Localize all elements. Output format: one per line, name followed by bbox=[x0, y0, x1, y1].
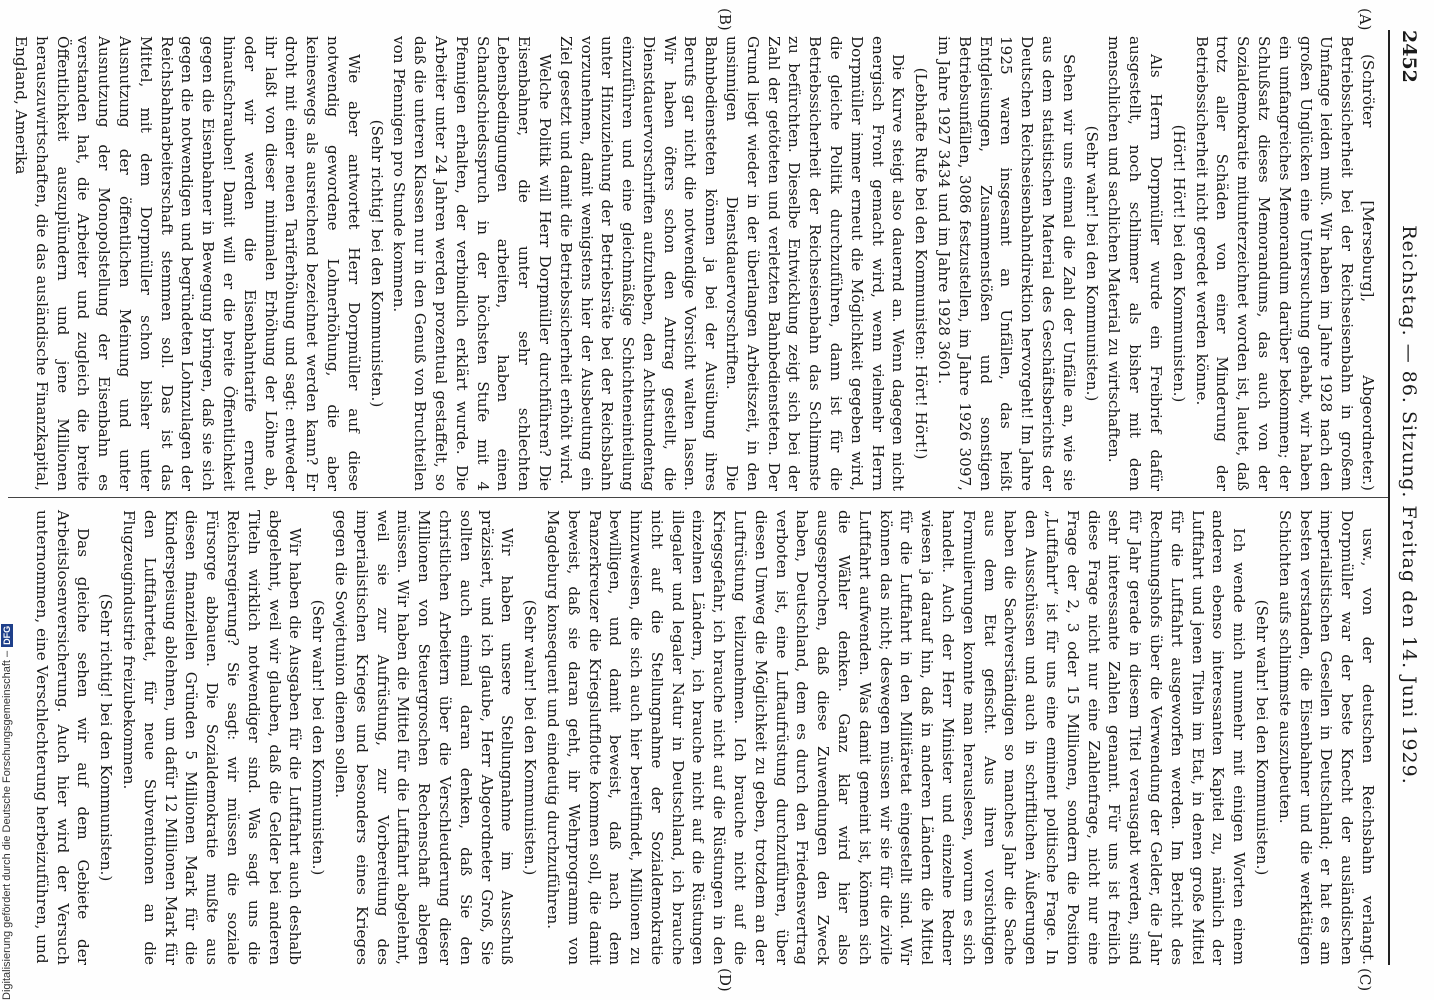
interjection: (Sehr wahr! bei den Kommunisten.) bbox=[1253, 599, 1272, 876]
margin-marker-d: (D) bbox=[716, 968, 734, 992]
page-header bbox=[1394, 30, 1420, 980]
paragraph: Als Herrn Dorpmüller wurde ein Freibrief dafür ausgestellt, noch schlimmer als bisher mit dem menschlichen und sachlichen Material zu wirtschaften. bbox=[1105, 36, 1166, 491]
interjection: (Sehr wahr! bei den Kommunisten.) bbox=[309, 599, 328, 876]
footer-text: Digitalisierung gefördert durch die Deutsche Forschungsgemeinschaft – bbox=[1, 650, 13, 1000]
left-column bbox=[10, 36, 1378, 491]
margin-marker-b: (B) bbox=[716, 8, 734, 31]
paragraph: Wir haben die Ausgaben für die Luftfahrt auch deshalb abgelehnt, weil wir glauben, daß die Gelder bei anderen Titeln wirklich notwendiger sind. Was sagt uns die Reichsregierung? Sie sagt: wir müssen die soziale Fürsorge abbauen. Die Sozialdemokratie mußte aus diesen finanziellen Gründen 5 Millionen Mark für die Kinderspeisung ablehnen, um dafür 12 Millionen Mark für den Luftfahrtetat, für neue Subventionen an die Flugzeugindustrie freizubekommen. bbox=[119, 510, 305, 965]
header-rule bbox=[1388, 30, 1390, 965]
paragraph: (Schröter [Merseburg], Abgeordneter.) Betriebssicherheit bei der Reichseisenbahn in großem Umfange leiden muß. Wir haben im Jahre 1928 nach den großen Unglücken eine Untersuchung gehabt, wir haben ein umfangreiches Memorandum darüber bekommen; der Schlußsatz dieses Memorandums, das auch von der Sozialdemokratie mitunterzeichnet worden ist, lautet, daß trotz aller Schäden von einer Minderung der Betriebssicherheit nicht geredet werden könne. bbox=[1192, 36, 1377, 491]
right-column bbox=[31, 510, 1378, 965]
margin-marker-c: (C) bbox=[1356, 968, 1374, 992]
interjection: (Hört! Hört! bei den Kommunisten.) bbox=[1169, 124, 1188, 403]
page-header-title: Reichstag. — 86. Sitzung. Freitag den 14. Juni 1929. bbox=[1398, 225, 1420, 785]
paragraph: Das gleiche sehen wir auf dem Gebiete der Arbeitslosenversicherung. Auch hier wird der Versuch unternommen, eine Verschlechterung herbeizuführen, und bbox=[32, 510, 93, 965]
digitization-footer bbox=[0, 0, 14, 1000]
paragraph: usw., von der deutschen Reichsbahn verlangt. Dorpmüller war der beste Knecht der ausländischen imperialistischen Gesellen in Deutschland; er hat es am besten verstanden, die Eisenbahner und die werktätigen Schichten aufs schlimmste auszubeuten. bbox=[1275, 510, 1377, 965]
paragraph: Ich wende mich nunmehr mit einigen Worten einem anderen ebenso interessanten Kapitel zu, nämlich der Luftfahrt und jenen Titeln im Etat, in denen große Mittel für die Luftfahrt ausgeworfen werden. Im Bericht des Rechnungshofs über die Verwendung der Gelder, die Jahr für Jahr gerade in diesem Titel verausgabt werden, sind sehr interessante Zahlen genannt. Für uns ist freilich diese Frage nicht nur eine Zahlenfrage, nicht nur eine Frage der 2, 3 oder 15 Millionen, sondern die Position „Luftfahrt“ ist für uns eine eminent politische Frage. In den Ausschüssen und auch in schriftlichen Äußerungen haben die Sachverständigen so manches Jahr die Sache aus dem Etat gefischt. Aus ihren vorsichtigen Formulierungen konnte man herauslesen, worum es sich handelt. Auch der Herr Minister und einzelne Redner wiesen ja darauf hin, daß in anderen Ländern die Mittel für die Luftfahrt in den Militäretat eingestellt sind. Wir können das nicht; deswegen müssen wir sie für die zivile Luftfahrt aufwenden. Was damit gemeint ist, können sich die Wähler denken. Ganz klar wird hier also ausgesprochen, daß diese Zuwendungen den Zweck haben, Deutschland, dem es durch den Friedensvertrag verboten ist, eine Luftaufrüstung durchzuführen, über diesen Umweg die Möglichkeit zu geben, trotzdem an der Luftrüstung teilzunehmen. Ich brauche nicht auf die Kriegsgefahr, ich brauche nicht auf die Rüstungen in den einzelnen Ländern, ich brauche nicht auf die Rüstungen illegaler und legaler Natur in Deutschland, ich brauche nicht auf die Stellungnahme der Sozialdemokratie hinzuweisen, die sich auch hier bereitfindet, Millionen zu bewilligen, und damit beweist, daß nach dem Panzerkreuzer die Kriegsluftflotte kommen soll, die damit beweist, daß sie daran geht, ihr Wehrprogramm von Magdeburg konsequent und eindeutig durchzuführen. bbox=[543, 510, 1249, 965]
paragraph: Die Kurve steigt also dauernd an. Wenn dagegen nicht energisch Front gemacht wird, wenn vielmehr Herrn Dorpmüller immer erneut die Möglichkeit gegeben wird, die gleiche Politik durchzuführen, dann ist für die Betriebssicherheit der Reichseisenbahn das Schlimmste zu befürchten. Dieselbe Entwicklung zeigt sich bei der Zahl der getöteten und verletzten Bahnbediensteten. Der Grund liegt wieder in der überlangen Arbeitszeit, in den unsinnigen Dienstdauervorschriften. Die Bahnbediensteten können ja bei der Ausübung ihres Berufs gar nicht die notwendige Vorsicht walten lassen. Wir haben öfters schon den Antrag gestellt, die Dienstdauervorschriften aufzuheben, den Achtstundentag einzuführen und eine gleichmäßige Schichteneinteilung unter Hinzuziehung der Betriebsräte bei der Reichsbahn vorzunehmen, damit wenigstens hier der Ausbeutung ein Ziel gesetzt und damit die Betriebssicherheit erhöht wird. bbox=[556, 36, 908, 491]
paragraph: Wie aber antwortet Herr Dorpmüller auf diese notwendig gewordene Lohnerhöhung, die aber keineswegs als ausreichend bezeichnet werden kann? Er droht mit einer neuen Tariferhöhung und sagt: entweder ihr laßt von dieser minimalen Erhöhung der Löhne ab, oder wir werden die Eisenbahntarife erneut hinaufschrauben! Damit will er die breite Öffentlichkeit gegen die Eisenbahner in Bewegung bringen, daß sie sich gegen die notwendigen und begründeten Lohnzulagen der Reichsbahnarbeiterschaft stemmen soll. Das ist das Mittel, mit dem Dorpmüller schon bisher unter Ausnutzung der öffentlichen Meinung und unter Ausnutzung der Monopolstellung der Eisenbahn es verstanden hat, die Arbeiter und zugleich die breite Öffentlichkeit auszuplündern und jene Millionen herauszuwirtschaften, die das ausländische Finanzkapital, England, Amerika bbox=[12, 36, 363, 491]
interjection: (Sehr richtig! bei den Kommunisten.) bbox=[367, 119, 386, 408]
column-divider bbox=[8, 497, 1388, 498]
margin-marker-a: (A) bbox=[1356, 8, 1374, 31]
interjection: (Sehr richtig! bei den Kommunisten.) bbox=[97, 593, 116, 882]
paragraph: Wir haben unsere Stellungnahme im Ausschuß präzisiert, und ich glaube, Herr Abgeordneter Groß, Sie sollten auch einmal daran denken, daß Sie den christlichen Arbeitern über die Verschleuderung dieser Millionen von Steuergroschen Rechenschaft ablegen müssen. Wir haben die Mittel für die Luftfahrt abgelehnt, weil sie zur Aufrüstung, zur Vorbereitung des imperialistischen Krieges und besonders eines Krieges gegen die Sowjetunion dienen sollen. bbox=[331, 510, 517, 965]
paragraph: Sehen wir uns einmal die Zahl der Unfälle an, wie sie aus dem statistischen Material des Geschäftsberichts der Deutschen Reichseisenbahndirektion hervorgeht! Im Jahre 1925 waren insgesamt an Unfällen, das heißt Entgleisungen, Zusammenstößen und sonstigen Betriebsunfällen, 3086 festzustellen, im Jahre 1926 3097, im Jahre 1927 3434 und im Jahre 1928 3601. bbox=[935, 36, 1078, 491]
dfg-logo: DFG bbox=[2, 625, 12, 645]
interjection: (Lebhafte Rufe bei den Kommunisten: Hört! Hört!) bbox=[912, 67, 931, 460]
interjection: (Sehr wahr! bei den Kommunisten.) bbox=[521, 599, 540, 876]
interjection: (Sehr wahr! bei den Kommunisten.) bbox=[1082, 125, 1101, 402]
page-number: 2452 bbox=[1398, 30, 1420, 83]
paragraph: Welche Politik will Herr Dorpmüller durchführen? Die Eisenbahner, die unter sehr schlechten Lebensbedingungen arbeiten, haben einen Schandschiedsspruch in der höchsten Stufe mit 4 Pfennigen erhalten, der verbindlich erklärt wurde. Die Arbeiter unter 24 Jahren werden prozentual gestaffelt, so daß die unteren Klassen nur in den Genuß von Bruchteilen von Pfennigen pro Stunde kommen. bbox=[390, 36, 554, 491]
